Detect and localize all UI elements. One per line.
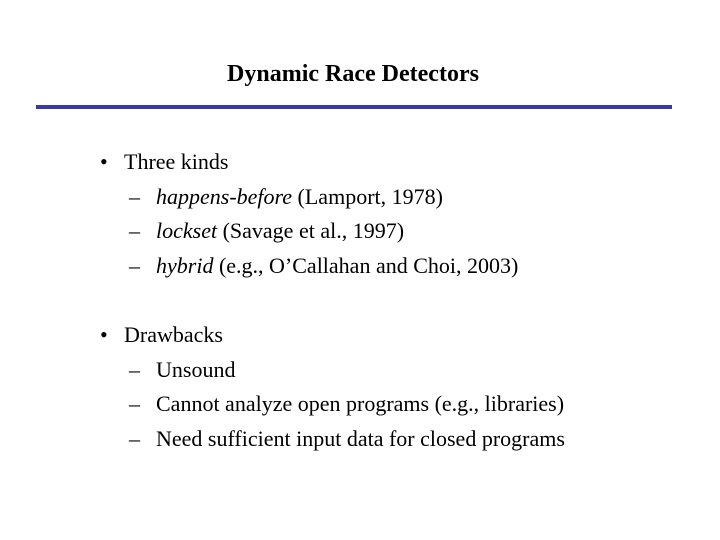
- sub-item-text: Cannot analyze open programs (e.g., libraries): [156, 391, 565, 416]
- dash-icon: –: [129, 252, 140, 278]
- sub-item-term: lockset: [156, 218, 218, 243]
- sub-item-term: happens-before: [156, 183, 293, 209]
- bullet-dot-icon: •: [100, 149, 108, 174]
- sub-item-happens-before: [100, 180, 518, 215]
- dash-icon: –: [129, 391, 140, 416]
- dash-icon: –: [129, 218, 140, 243]
- sub-item-input-data: [100, 422, 565, 457]
- dash-icon: –: [129, 425, 140, 451]
- bullet-label: Three kinds: [124, 149, 229, 174]
- sub-item-citation: (Lamport, 1978): [292, 183, 443, 209]
- sub-item-hybrid: [100, 249, 518, 284]
- bullet-label: Drawbacks: [124, 322, 223, 347]
- slide-title: Dynamic Race Detectors: [227, 61, 479, 87]
- sub-item-open-programs: [100, 387, 565, 422]
- bullet-dot-icon: •: [100, 322, 108, 347]
- bullet-line: [100, 145, 518, 180]
- sub-item-term: hybrid: [156, 252, 214, 278]
- sub-item-text: Unsound: [156, 356, 236, 382]
- bullet-drawbacks: [100, 318, 565, 456]
- sub-item-text: Need sufficient input data for closed programs: [156, 425, 565, 451]
- sub-item-citation: (e.g., O’Callahan and Choi, 2003): [213, 252, 519, 278]
- bullet-three-kinds: [100, 145, 518, 283]
- dash-icon: –: [129, 183, 140, 209]
- sub-item-unsound: [100, 353, 565, 388]
- title-divider: [36, 105, 672, 109]
- dash-icon: –: [129, 356, 140, 382]
- bullet-line: [100, 318, 565, 353]
- sub-item-lockset: [100, 214, 518, 249]
- sub-item-citation: (Savage et al., 1997): [217, 218, 405, 243]
